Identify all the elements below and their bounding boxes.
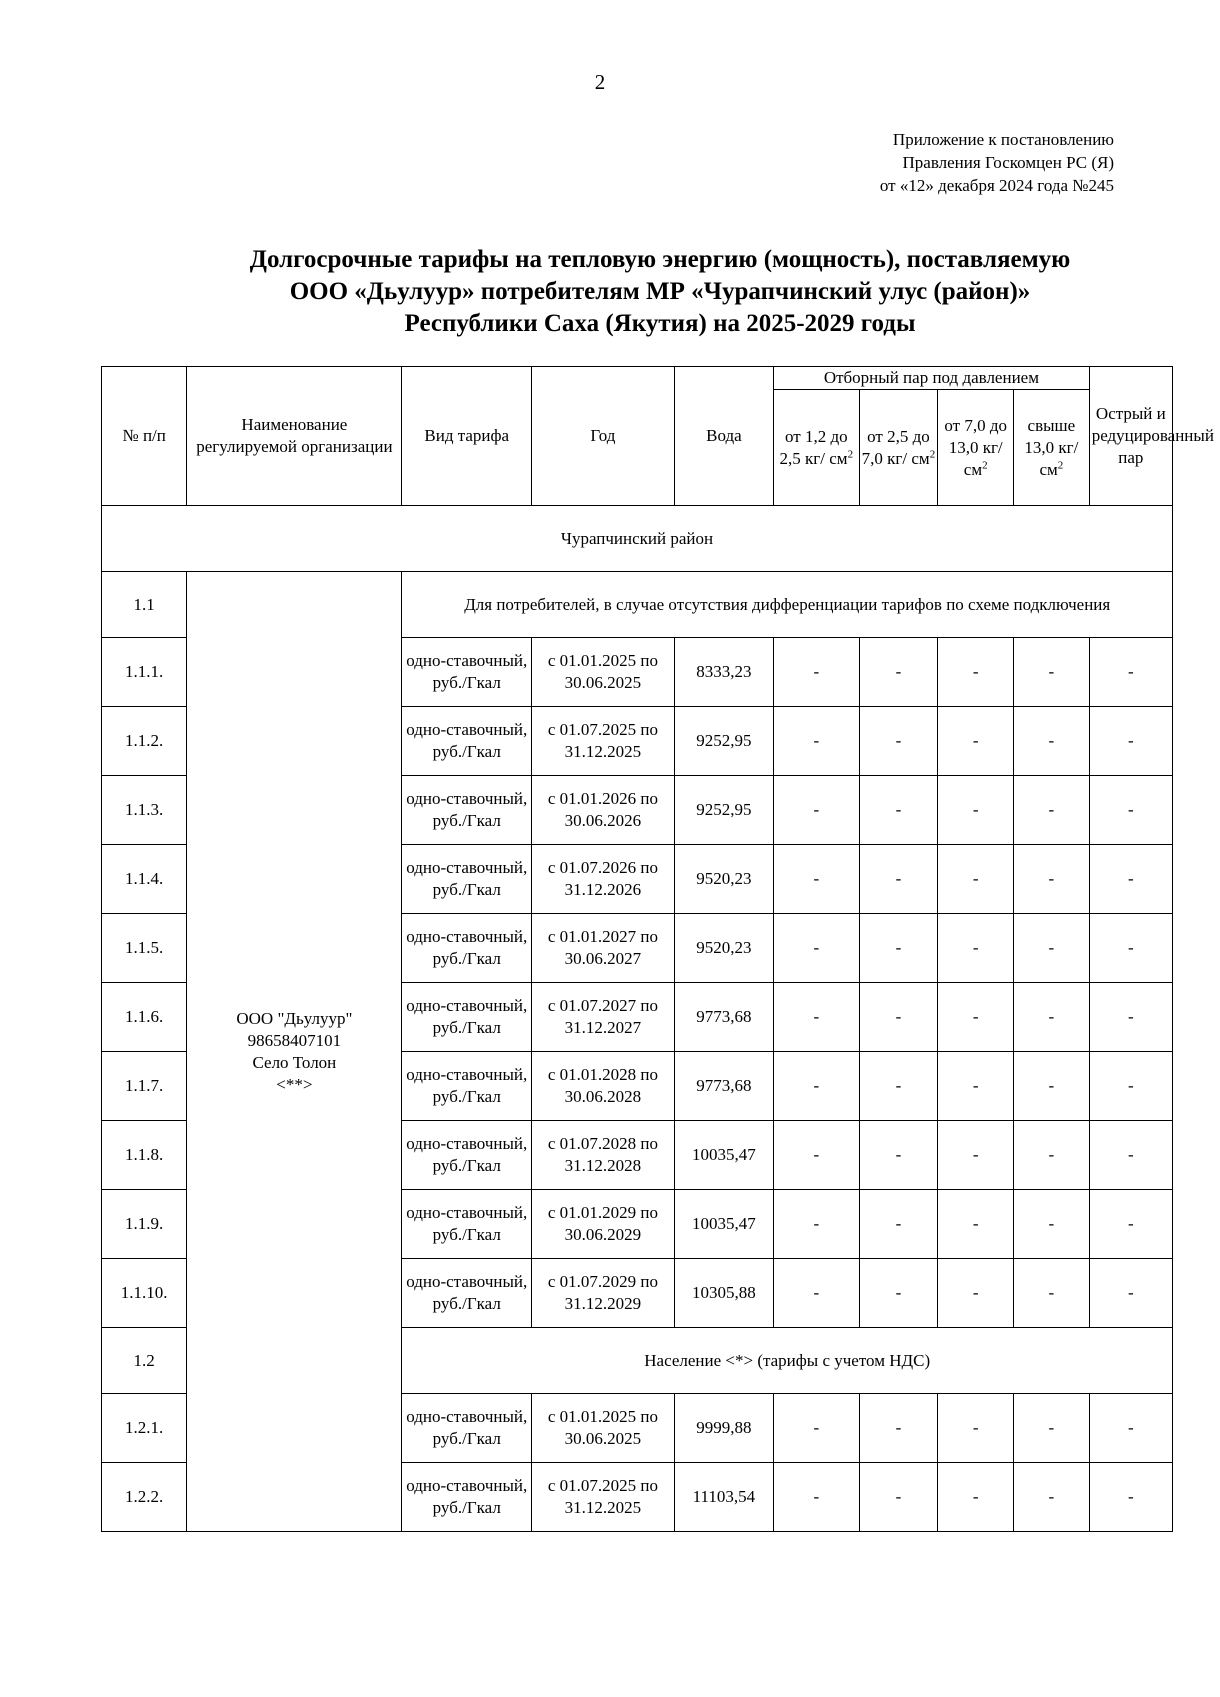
steam-2-value: - (859, 1121, 938, 1190)
tariff-type: одно-ставочный, руб./Гкал (402, 776, 532, 845)
steam-2-value: - (859, 983, 938, 1052)
row-num: 1.1.1. (102, 638, 187, 707)
steam-3-value: - (938, 707, 1014, 776)
appendix-line: Правления Госкомцен РС (Я) (902, 153, 1114, 172)
row-num: 1.2.1. (102, 1394, 187, 1463)
steam-2-value: - (859, 1394, 938, 1463)
steam-4-value: - (1014, 914, 1090, 983)
steam-3-value: - (938, 638, 1014, 707)
steam-4-value: - (1014, 1121, 1090, 1190)
steam-3-value: - (938, 776, 1014, 845)
period: с 01.07.2028 по 31.12.2028 (532, 1121, 675, 1190)
steam-1-value: - (774, 914, 859, 983)
header-org: Наименование регулируемой организации (187, 367, 402, 506)
steam-1-value: - (774, 1190, 859, 1259)
period: с 01.07.2025 по 31.12.2025 (532, 1463, 675, 1532)
steam-2-value: - (859, 707, 938, 776)
steam-1-value: - (774, 1394, 859, 1463)
steam-2-value: - (859, 1190, 938, 1259)
water-tariff: 10035,47 (674, 1190, 773, 1259)
steam-3-value: - (938, 1259, 1014, 1328)
steam-4-value: - (1014, 1190, 1090, 1259)
steam-4-value: - (1014, 1394, 1090, 1463)
header-steam-4: свыше 13,0 кг/ $см^2$ (1014, 390, 1090, 506)
appendix-note (880, 128, 1114, 197)
section-num: 1.1 (102, 572, 187, 638)
steam-4-value: - (1014, 1052, 1090, 1121)
steam-3-value: - (938, 1052, 1014, 1121)
tariff-type: одно-ставочный, руб./Гкал (402, 638, 532, 707)
steam-1-value: - (774, 1052, 859, 1121)
water-tariff: 9520,23 (674, 914, 773, 983)
steam-3-value: - (938, 1463, 1014, 1532)
sharp-steam-value: - (1089, 707, 1172, 776)
tariff-table (101, 366, 1214, 1532)
tariff-type: одно-ставочный, руб./Гкал (402, 1190, 532, 1259)
period: с 01.01.2027 по 30.06.2027 (532, 914, 675, 983)
section-num: 1.2 (102, 1328, 187, 1394)
period: с 01.01.2026 по 30.06.2026 (532, 776, 675, 845)
period: с 01.07.2025 по 31.12.2025 (532, 707, 675, 776)
row-num: 1.1.6. (102, 983, 187, 1052)
sharp-steam-value: - (1089, 1052, 1172, 1121)
tariff-type: одно-ставочный, руб./Гкал (402, 914, 532, 983)
steam-4-value: - (1014, 776, 1090, 845)
steam-3-value: - (938, 1394, 1014, 1463)
header-year: Год (532, 367, 675, 506)
steam-4-value: - (1014, 1259, 1090, 1328)
org-mark: <**> (276, 1074, 313, 1094)
title-line: Республики Саха (Якутия) на 2025-2029 годы (404, 310, 916, 337)
steam-3-value: - (938, 983, 1014, 1052)
row-num: 1.2.2. (102, 1463, 187, 1532)
title-line: Долгосрочные тарифы на тепловую энергию (мощность), поставляемую (249, 246, 1071, 273)
water-tariff: 9252,95 (674, 776, 773, 845)
steam-1-value: - (774, 845, 859, 914)
sharp-steam-value: - (1089, 1190, 1172, 1259)
appendix-line: от «12» декабря 2024 года №245 (879, 176, 1114, 195)
tariff-type: одно-ставочный, руб./Гкал (402, 845, 532, 914)
sharp-steam-value: - (1089, 776, 1172, 845)
sharp-steam-value: - (1089, 1121, 1172, 1190)
water-tariff: 9520,23 (674, 845, 773, 914)
steam-1-value: - (774, 1121, 859, 1190)
sharp-steam-value: - (1089, 1394, 1172, 1463)
row-num: 1.1.4. (102, 845, 187, 914)
steam-3-value: - (938, 914, 1014, 983)
steam-2-value: - (859, 776, 938, 845)
tariff-type: одно-ставочный, руб./Гкал (402, 1052, 532, 1121)
appendix-line: Приложение к постановлению (892, 130, 1114, 149)
section-title: Для потребителей, в случае отсутствия дифференциации тарифов по схеме подключения (402, 572, 1173, 638)
steam-3-value: - (938, 1121, 1014, 1190)
water-tariff: 9999,88 (674, 1394, 773, 1463)
steam-2-value: - (859, 1463, 938, 1532)
water-tariff: 8333,23 (674, 638, 773, 707)
header-steam-1: от 1,2 до 2,5 кг/ $см^2$ (774, 390, 859, 506)
row-num: 1.1.2. (102, 707, 187, 776)
tariff-type: одно-ставочный, руб./Гкал (402, 1121, 532, 1190)
steam-2-value: - (859, 638, 938, 707)
water-tariff: 10035,47 (674, 1121, 773, 1190)
steam-2-value: - (859, 1259, 938, 1328)
water-tariff: 11103,54 (674, 1463, 773, 1532)
document-title (100, 244, 1220, 340)
sharp-steam-value: - (1089, 638, 1172, 707)
steam-2-value: - (859, 914, 938, 983)
org-cell (187, 572, 402, 1532)
water-tariff: 10305,88 (674, 1259, 773, 1328)
tariff-type: одно-ставочный, руб./Гкал (402, 1463, 532, 1532)
steam-3-value: - (938, 845, 1014, 914)
sharp-steam-value: - (1089, 914, 1172, 983)
steam-3-value: - (938, 1190, 1014, 1259)
row-num: 1.1.8. (102, 1121, 187, 1190)
header-steam-2: от 2,5 до 7,0 кг/ $см^2$ (859, 390, 938, 506)
steam-1-value: - (774, 776, 859, 845)
steam-1-value: - (774, 1259, 859, 1328)
title-line: ООО «Дьулуур» потребителям МР «Чурапчинский улус (район)» (289, 278, 1031, 305)
header-steam-group: Отборный пар под давлением (774, 367, 1090, 390)
sharp-steam-value: - (1089, 845, 1172, 914)
steam-4-value: - (1014, 638, 1090, 707)
steam-4-value: - (1014, 983, 1090, 1052)
org-place: Село Толон (252, 1052, 337, 1072)
sharp-steam-value: - (1089, 983, 1172, 1052)
period: с 01.07.2026 по 31.12.2026 (532, 845, 675, 914)
steam-4-value: - (1014, 1463, 1090, 1532)
steam-4-value: - (1014, 845, 1090, 914)
period: с 01.01.2028 по 30.06.2028 (532, 1052, 675, 1121)
header-tariff-type: Вид тарифа (402, 367, 532, 506)
row-num: 1.1.3. (102, 776, 187, 845)
steam-1-value: - (774, 1463, 859, 1532)
sharp-steam-value: - (1089, 1259, 1172, 1328)
steam-1-value: - (774, 707, 859, 776)
steam-2-value: - (859, 845, 938, 914)
steam-2-value: - (859, 1052, 938, 1121)
header-water: Вода (674, 367, 773, 506)
section-title: Население <*> (тарифы с учетом НДС) (402, 1328, 1173, 1394)
region-title: Чурапчинский район (102, 506, 1173, 572)
period: с 01.01.2025 по 30.06.2025 (532, 638, 675, 707)
tariff-type: одно-ставочный, руб./Гкал (402, 1394, 532, 1463)
header-sharp-steam: Острый и редуцированный пар (1089, 367, 1172, 506)
steam-1-value: - (774, 638, 859, 707)
tariff-type: одно-ставочный, руб./Гкал (402, 707, 532, 776)
row-num: 1.1.10. (102, 1259, 187, 1328)
row-num: 1.1.7. (102, 1052, 187, 1121)
org-inn: 98658407101 (247, 1030, 342, 1050)
period: с 01.07.2029 по 31.12.2029 (532, 1259, 675, 1328)
sharp-steam-value: - (1089, 1463, 1172, 1532)
org-name: ООО "Дьулуур" (236, 1008, 353, 1028)
period: с 01.01.2025 по 30.06.2025 (532, 1394, 675, 1463)
header-num: № п/п (102, 367, 187, 506)
period: с 01.07.2027 по 31.12.2027 (532, 983, 675, 1052)
water-tariff: 9252,95 (674, 707, 773, 776)
section-row (102, 572, 1173, 638)
header-steam-3: от 7,0 до 13,0 кг/ $см^2$ (938, 390, 1014, 506)
tariff-type: одно-ставочный, руб./Гкал (402, 983, 532, 1052)
page-number: 2 (594, 70, 606, 94)
steam-1-value: - (774, 983, 859, 1052)
row-num: 1.1.9. (102, 1190, 187, 1259)
row-num: 1.1.5. (102, 914, 187, 983)
steam-4-value: - (1014, 707, 1090, 776)
tariff-type: одно-ставочный, руб./Гкал (402, 1259, 532, 1328)
period: с 01.01.2029 по 30.06.2029 (532, 1190, 675, 1259)
water-tariff: 9773,68 (674, 983, 773, 1052)
water-tariff: 9773,68 (674, 1052, 773, 1121)
